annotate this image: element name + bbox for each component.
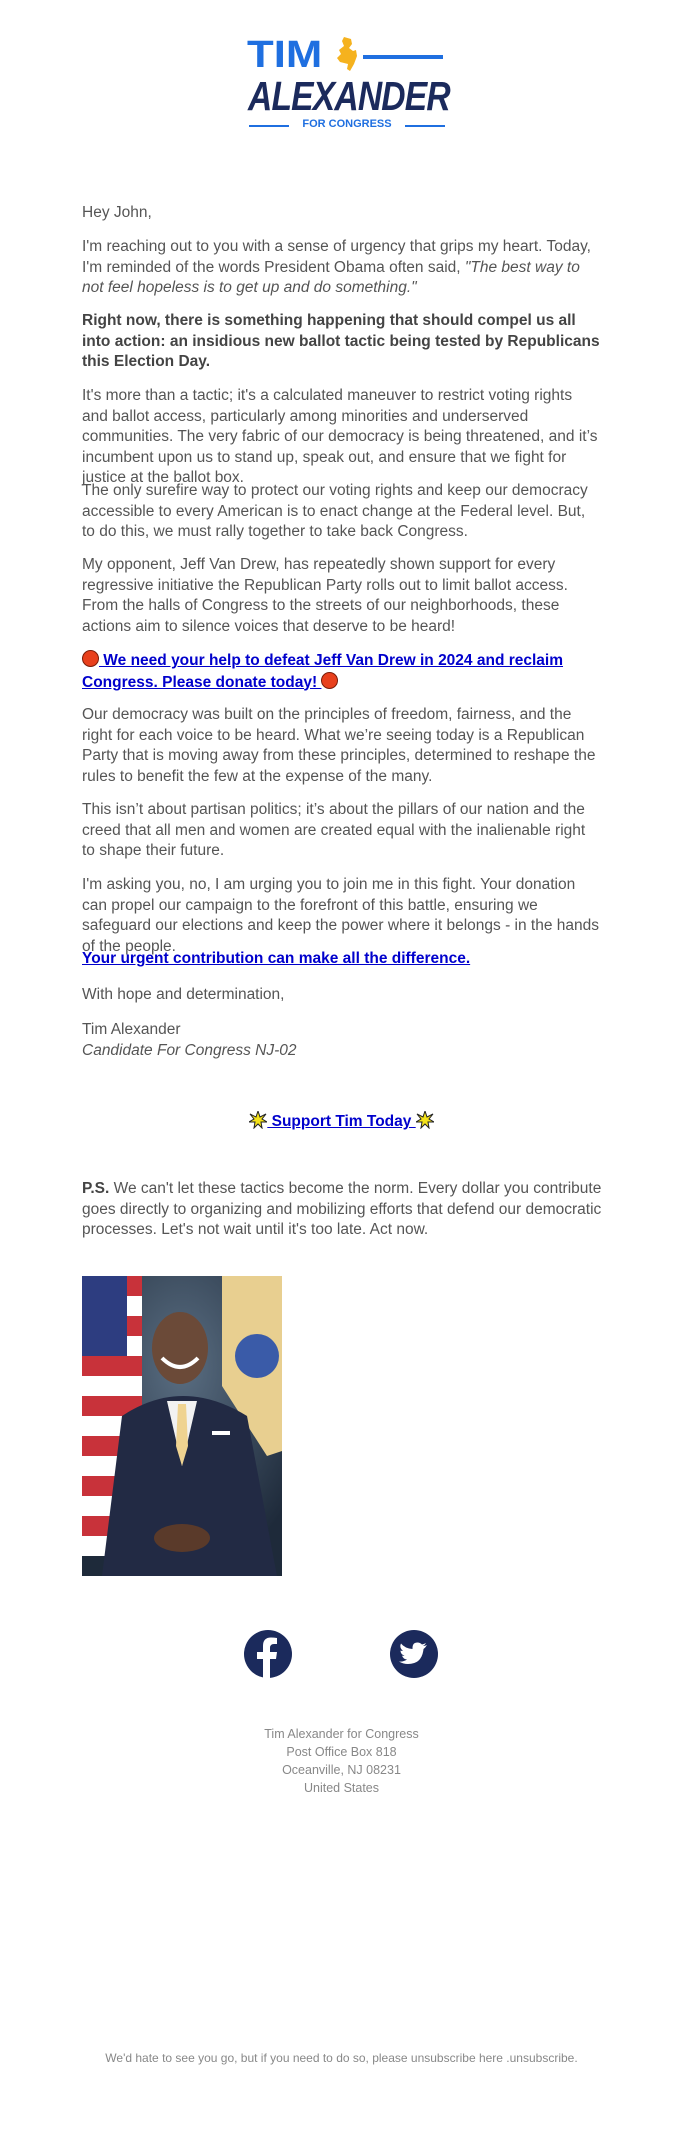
new-jersey-state-icon bbox=[335, 36, 359, 72]
logo-tagline: FOR CONGRESS bbox=[302, 118, 392, 130]
support-section bbox=[0, 1111, 683, 1131]
closing: With hope and determination, bbox=[82, 986, 285, 1003]
candidate-photo bbox=[82, 1276, 282, 1576]
donate-link[interactable]: We need your help to defeat Jeff Van Drew in 2024 and reclaim Congress. Please donate today! bbox=[82, 652, 564, 691]
footer-org: Tim Alexander for Congress bbox=[264, 1727, 419, 1741]
red-circle-icon bbox=[82, 650, 99, 667]
footer-address-line2: Oceanville, NJ 08231 bbox=[282, 1763, 401, 1777]
footer-address bbox=[0, 1725, 683, 1797]
support-tim-link[interactable]: Support Tim Today bbox=[249, 1113, 433, 1130]
twitter-link[interactable] bbox=[390, 1630, 438, 1678]
star-burst-icon bbox=[249, 1111, 267, 1129]
postscript: P.S. We can't let these tactics become the norm. Every dollar you contribute goes directly to organizing and mobilizing efforts that defend our democratic processes. Let's not wait until it's too late. Act now. bbox=[82, 1180, 602, 1238]
logo-rule-right bbox=[405, 125, 445, 127]
paragraph-ask: I'm asking you, no, I am urging you to join me in this fight. Your donation can propel our campaign to the forefront of this battle, ensuring we safeguard our elections and keep the power where it belongs - in the hands of the people. bbox=[82, 876, 600, 955]
signature-title: Candidate For Congress NJ-02 bbox=[82, 1041, 297, 1059]
paragraph-tactic: It's more than a tactic; it's a calculated maneuver to restrict voting rights and ballot access, particularly among minorities and underserved communities. The very fabric of our democracy is being threatened, and it’s incumbent upon us to stand up, speak out, and ensure that we fight for justice at the ballot box. bbox=[82, 387, 598, 486]
paragraph-opponent: My opponent, Jeff Van Drew, has repeatedly shown support for every regressive initiative the Republican Party rolls out to limit ballot access. From the halls of Congress to the streets of our neighborhoods, these actions aim to silence voices that deserve to be heard! bbox=[82, 556, 568, 635]
ps-label: P.S. bbox=[82, 1180, 110, 1197]
star-burst-icon bbox=[416, 1111, 434, 1129]
facebook-icon bbox=[244, 1630, 292, 1678]
contribution-paragraph bbox=[82, 949, 602, 970]
footer-address-line1: Post Office Box 818 bbox=[286, 1745, 397, 1759]
facebook-link[interactable] bbox=[244, 1630, 292, 1678]
unsubscribe-text[interactable]: We'd hate to see you go, but if you need to do so, please unsubscribe here .unsubscribe. bbox=[105, 2051, 578, 2065]
footer-country: United States bbox=[303, 1781, 380, 1795]
paragraph-urgent: Right now, there is something happening that should compel us all into action: an insidious new ballot tactic being tested by Republicans this Election Day. bbox=[82, 312, 600, 370]
greeting: Hey John, bbox=[82, 204, 152, 221]
paragraph-intro: I'm reaching out to you with a sense of urgency that grips my heart. Today, I'm reminded of the words President Obama often said, "The best way to not feel hopeless is to get up and do something." bbox=[82, 238, 591, 296]
logo-rule-left bbox=[249, 125, 289, 127]
twitter-icon bbox=[390, 1630, 438, 1678]
logo-last-name: ALEXANDER bbox=[248, 73, 450, 119]
obama-quote: "The best way to not feel hopeless is to get up and do something." bbox=[82, 258, 580, 296]
paragraph-democracy: Our democracy was built on the principles of freedom, fairness, and the right for each voice to be heard. What we’re seeing today is a Republican Party that is moving away from these principles, determined to reshape the rules to benefit the few at the expense of the many. bbox=[82, 706, 596, 785]
red-circle-icon bbox=[321, 672, 338, 689]
contribution-link[interactable]: Your urgent contribution can make all the difference. bbox=[82, 950, 471, 967]
paragraph-federal: The only surefire way to protect our voting rights and keep our democracy accessible to every American is to enact change at the Federal level. But, to do this, we must rally together to take back Congress. bbox=[82, 482, 588, 540]
signature-name: Tim Alexander bbox=[82, 1021, 181, 1038]
logo-first-name: TIM bbox=[247, 34, 323, 76]
paragraph-partisan: This isn’t about partisan politics; it’s about the pillars of our nation and the creed that all men and women are created equal with the inalienable right to shape their future. bbox=[82, 801, 586, 859]
campaign-logo bbox=[247, 34, 450, 136]
donate-paragraph bbox=[82, 650, 602, 693]
signature bbox=[82, 1020, 602, 1061]
logo-rule bbox=[363, 55, 443, 59]
